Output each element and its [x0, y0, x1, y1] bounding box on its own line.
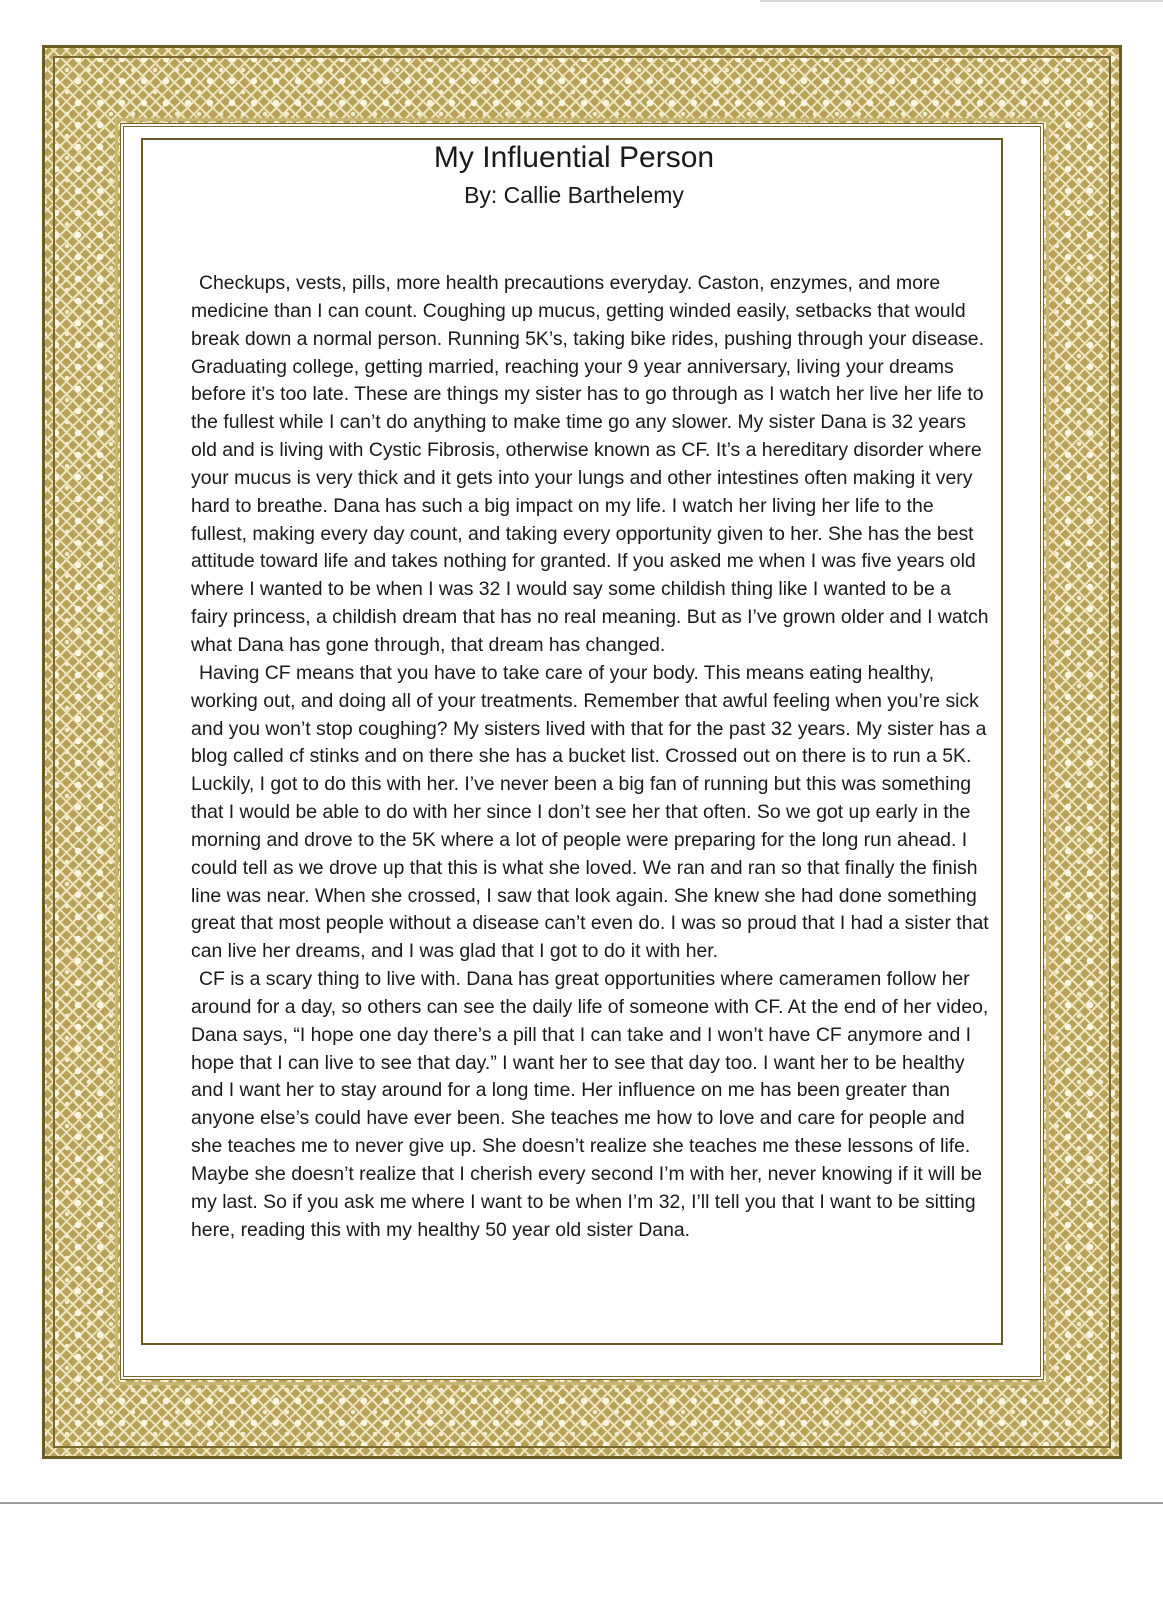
scan-edge-top	[760, 0, 1163, 2]
essay-content-box	[141, 138, 1003, 1345]
scan-edge-bottom	[0, 1502, 1163, 1504]
essay-paragraph-3: CF is a scary thing to live with. Dana has great opportunities where cameramen follow her around for a day, so others can see the daily life of someone with CF. At the end of her video, Dana says, “I hope one day there’s a pill that I can take and I won’t have CF anymore and I hope that I can live to see that day.” I want her to see that day too. I want her to be healthy and I want her to stay around for a long time. Her influence on me has been greater than anyone else’s could have ever been. She teaches me how to love and care for people and she teaches me to never give up. She doesn’t realize she teaches me these lessons of life. Maybe she doesn’t realize that I cherish every second I’m with her, never knowing if it will be my last. So if you ask me where I want to be when I’m 32, I’ll tell you that I want to be sitting here, reading this with my healthy 50 year old sister Dana.	[191, 968, 989, 1241]
essay-byline: By: Callie Barthelemy	[464, 182, 684, 208]
essay-body	[191, 270, 991, 1245]
essay-paragraph-2: Having CF means that you have to take care of your body. This means eating healthy, working out, and doing all of your treatments. Remember that awful feeling when you’re sick and you won’t stop coughing? My sisters lived with that for the past 32 years. My sister has a blog called cf stinks and on there she has a bucket list. Crossed out on there is to run a 5K. Luckily, I got to do this with her. I’ve never been a big fan of running but this was something that I would be able to do with her since I don’t see her that often. So we got up early in the morning and drove to the 5K where a lot of people were preparing for the long run ahead. I could tell as we drove up that this is what she loved. We ran and ran so that finally the finish line was near. When she crossed, I saw that look again. She knew she had done something great that most people without a disease can’t even do. I was so proud that I had a sister that can live her dreams, and I was glad that I got to do it with her.	[191, 661, 989, 963]
essay-title: My Influential Person	[433, 141, 715, 174]
essay-paragraph-1: Checkups, vests, pills, more health precautions everyday. Caston, enzymes, and more medicine than I can count. Coughing up mucus, getting winded easily, setbacks that would break down a normal person. Running 5K’s, taking bike rides, pushing through your disease. Graduating college, getting married, reaching your 9 year anniversary, living your dreams before it’s too late. These are things my sister has to go through as I watch her live her life to the fullest while I can’t do anything to make time go any slower. My sister Dana is 32 years old and is living with Cystic Fibrosis, otherwise known as CF. It’s a hereditary disorder where your mucus is very thick and it gets into your lungs and other intestines often making it very hard to breathe. Dana has such a big impact on my life. I watch her living her life to the fullest, making every day count, and taking every opportunity given to her. She has the best attitude toward life and takes nothing for granted. If you asked me when I was five years old where I wanted to be when I was 32 I would say some childish thing like I wanted to be a fairy princess, a childish dream that has no real meaning. But as I’ve grown older and I watch what Dana has gone through, that dream has changed.	[191, 272, 989, 656]
